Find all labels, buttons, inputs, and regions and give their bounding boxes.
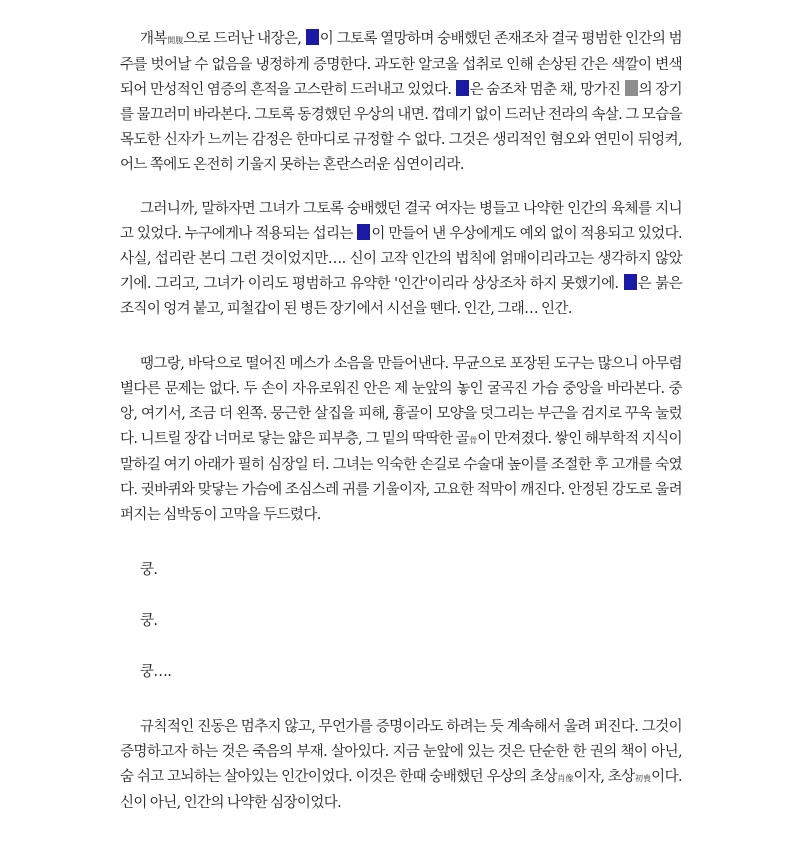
paragraph-4 <box>120 715 682 816</box>
text-run: 이 만들어 낸 우상에게도 예외 없이 적용되고 있었다. 사실, 섭리란 본디 그런 것이었지만…. 신이 고작 인간의 법칙에 얽매이리라고는 생각하지 않았기에. 그리고, 그녀가 이리도 평범하고 유약한 '인간'이리라 상상조차 하지 못했기에. <box>120 226 682 292</box>
text-run: 이 그토록 열망하며 숭배했던 존재조차 결국 평범한 인간의 범주를 벗어날 수 없음을 냉정하게 증명한다. 과도한 알코올 섭취로 인해 손상된 간은 색깔이 변색되어 만성적인 염증의 흔적을 고스란히 드러내고 있었다. <box>120 31 683 98</box>
paragraph-heartbeat-1 <box>120 558 682 583</box>
document-body <box>120 27 682 835</box>
redaction-block <box>625 80 638 96</box>
paragraph-heartbeat-3 <box>120 660 682 685</box>
hanja-annotation: 開腹 <box>166 36 184 45</box>
text-run: 이자, 초상 <box>573 769 635 785</box>
text-run: 쿵. <box>140 562 158 578</box>
paragraph-1 <box>120 27 682 178</box>
paragraph-heartbeat-2 <box>120 609 682 634</box>
text-run: 그러니까, 말하자면 그녀가 그토록 숭배했던 결국 여자는 병들고 나약한 인간의 육체를 지니고 있었다. 누구에게나 적용되는 섭리는 <box>120 201 682 242</box>
text-run: 은 붉은 조직이 엉겨 붙고, 피철갑이 된 병든 장기에서 시선을 뗀다. 인간, 그래… 인간. <box>120 276 683 317</box>
text-run: 의 장기를 물끄러미 바라본다. 그토록 동경했던 우상의 내면. 껍데기 없이 드러난 전라의 속살. 그 모습을 목도한 신자가 느끼는 감정은 한마디로 규정할 수 없다. 그것은 생리적인 혐오와 연민이 뒤엉켜, 어느 쪽에도 온전히 기울지 못하는 혼란스러운 심연이리라. <box>120 82 683 173</box>
redaction-block <box>624 274 637 290</box>
text-run: 쿵. <box>140 613 158 629</box>
hanja-annotation: 初喪 <box>634 774 652 783</box>
text-run: 땡그랑, 바닥으로 떨어진 메스가 소음을 만들어낸다. 무균으로 포장된 도구는 많으니 아무렴 별다른 문제는 없다. 두 손이 자유로워진 안은 제 눈앞의 놓인 굴곡진 가슴 중앙을 바라본다. 중앙, 여기서, 조금 더 왼쪽. 뭉근한 살집을 피해, 흉골이 모양을 덧그리는 부근을 검지로 꾸욱 눌렀다. 니트릴 장갑 너머로 닿는 얇은 피부층, 그 밑의 딱딱한 골 <box>120 356 682 447</box>
text-run: 쿵…. <box>140 664 172 680</box>
text-run: 개복 <box>140 31 167 47</box>
redaction-block <box>306 29 319 45</box>
redaction-block <box>357 224 370 240</box>
text-run: 이 만져졌다. 쌓인 해부학적 지식이 말하길 여기 아래가 필히 심장일 터. 그녀는 익숙한 손길로 수술대 높이를 조절한 후 고개를 숙였다. 귓바퀴와 맞닿는 가슴에 조심스레 귀를 기울이자, 고요한 적막이 깨진다. 안정된 강도로 울려 퍼지는 심박동이 고막을 두드렸다. <box>120 431 682 523</box>
hanja-annotation: 骨 <box>469 436 478 445</box>
text-run: 은 숨조차 멈춘 채, 망가진 <box>469 82 624 98</box>
redaction-block <box>456 80 469 96</box>
text-run: 이다. 신이 아닌, 인간의 나약한 심장이었다. <box>120 769 682 811</box>
text-run: 규칙적인 진동은 멈추지 않고, 무언가를 증명이라도 하려는 듯 계속해서 울려 퍼진다. 그것이 증명하고자 하는 것은 죽음의 부재. 살아있다. 지금 눈앞에 있는 것은 단순한 한 권의 책이 아닌, 숨 쉬고 고뇌하는 살아있는 인간이었다. 이것은 한때 숭배했던 우상의 초상 <box>120 719 682 785</box>
paragraph-2 <box>120 197 682 322</box>
text-run: 으로 드러난 내장은, <box>183 31 305 47</box>
hanja-annotation: 肖像 <box>556 774 574 783</box>
paragraph-3 <box>120 352 682 528</box>
